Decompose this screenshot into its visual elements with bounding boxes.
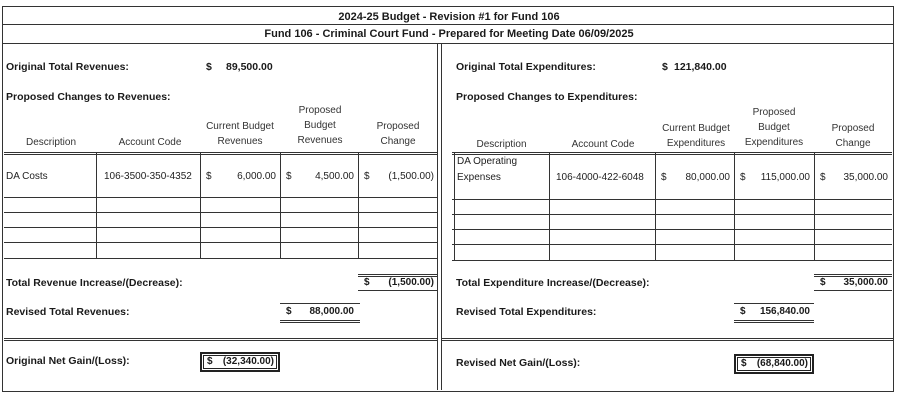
total-expenditure-change-currency: $ (820, 277, 826, 288)
revised-revenues-currency: $ (286, 306, 292, 317)
revised-revenues-value: 88,000.00 (309, 306, 354, 317)
revised-net-box (734, 354, 814, 374)
rev-row-proposed: 4,500.00 (315, 171, 354, 182)
exp-row-current-currency: $ (661, 172, 667, 183)
total-revenue-change-value: (1,500.00) (388, 277, 434, 288)
title-divider-1 (2, 24, 893, 25)
total-revenue-change-label: Total Revenue Increase/(Decrease): (6, 277, 183, 289)
exp-row-proposed: 115,000.00 (760, 172, 810, 183)
revised-expenditures-currency: $ (740, 306, 746, 317)
rev-col-proposed: Proposed Budget Revenues (297, 105, 343, 146)
revised-revenues-label: Revised Total Revenues: (6, 306, 130, 318)
rev-col-account-code: Account Code (118, 137, 182, 148)
exp-row-proposed-currency: $ (740, 172, 746, 183)
total-expenditure-change-value: 35,000.00 (843, 277, 888, 288)
title-line-2: Fund 106 - Criminal Court Fund - Prepared for Meeting Date 06/09/2025 (264, 28, 634, 40)
exp-row-description-l1: DA Operating (457, 156, 518, 167)
revised-expenditures-label: Revised Total Expenditures: (456, 306, 597, 318)
exp-col-description: Description (476, 139, 527, 150)
original-revenues-label: Original Total Revenues: (6, 61, 129, 73)
rev-row-proposed-currency: $ (286, 171, 292, 182)
exp-grid (452, 152, 892, 153)
exp-row-current: 80,000.00 (685, 172, 730, 183)
rev-grid (4, 152, 438, 153)
exp-col-current: Current Budget Expenditures (662, 123, 730, 149)
rev-row-change: (1,500.00) (388, 171, 434, 182)
exp-col-change: Proposed Change (831, 123, 875, 149)
title-divider-2 (2, 43, 893, 44)
total-revenue-change-currency: $ (364, 277, 370, 288)
original-expenditures-value: 121,840.00 (674, 61, 727, 73)
rev-row-account-code: 106-3500-350-4352 (104, 171, 192, 182)
original-revenues-currency: $ (206, 61, 212, 73)
original-revenues-value: 89,500.00 (226, 61, 273, 73)
revised-net-currency: $ (741, 358, 747, 369)
exp-row-account-code: 106-4000-422-6048 (556, 172, 644, 183)
rev-col-change: Proposed Change (376, 121, 420, 147)
exp-row-description-l2: Expenses (457, 172, 501, 183)
rev-row-description: DA Costs (6, 171, 48, 182)
proposed-expenditures-label: Proposed Changes to Expenditures: (456, 91, 638, 103)
exp-col-proposed: Proposed Budget Expenditures (744, 107, 804, 148)
proposed-revenues-label: Proposed Changes to Revenues: (6, 91, 171, 103)
original-expenditures-currency: $ (662, 61, 668, 73)
title-line-1: 2024-25 Budget - Revision #1 for Fund 106 (338, 11, 560, 23)
rev-col-description: Description (25, 137, 77, 148)
original-net-currency: $ (207, 356, 213, 367)
exp-col-account-code: Account Code (571, 139, 635, 150)
rev-row-current: 6,000.00 (237, 171, 276, 182)
original-net-value: (32,340.00) (222, 356, 274, 367)
rev-col-current: Current Budget Revenues (206, 121, 274, 147)
original-net-label: Original Net Gain/(Loss): (6, 355, 130, 367)
rev-row-current-currency: $ (206, 171, 212, 182)
total-expenditure-change-label: Total Expenditure Increase/(Decrease): (456, 277, 650, 289)
original-net-box (200, 352, 280, 372)
revised-net-label: Revised Net Gain/(Loss): (456, 357, 581, 369)
original-expenditures-label: Original Total Expenditures: (456, 61, 596, 73)
exp-row-change: 35,000.00 (843, 172, 888, 183)
revised-expenditures-value: 156,840.00 (759, 306, 810, 317)
revised-net-value: (68,840.00) (756, 358, 808, 369)
rev-row-change-currency: $ (364, 171, 370, 182)
exp-row-change-currency: $ (820, 172, 826, 183)
